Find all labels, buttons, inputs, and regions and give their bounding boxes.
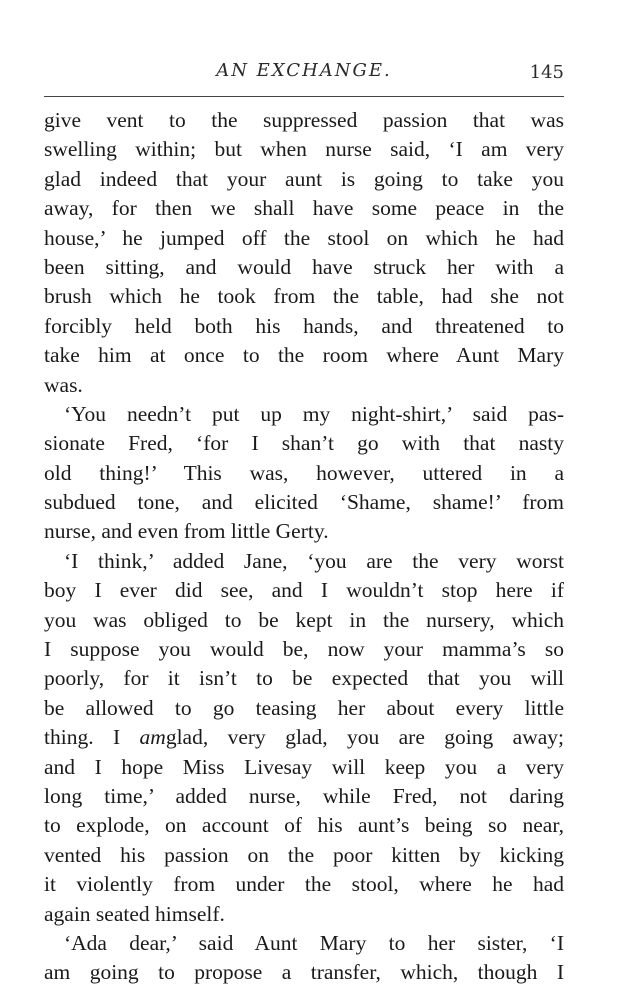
running-title: AN EXCHANGE. xyxy=(216,60,392,81)
text-line: boy I ever did see, and I wouldn’t stop here if xyxy=(44,578,564,603)
text-line: to explode, on account of his aunt’s being so near, xyxy=(44,813,564,838)
text-line: brush which he took from the table, had she not xyxy=(44,284,564,309)
text-line: sionate Fred, ‘for I shan’t go with that nasty xyxy=(44,431,564,456)
text-line: subdued tone, and elicited ‘Shame, shame!’ from xyxy=(44,490,564,515)
text-line: vented his passion on the poor kitten by kicking xyxy=(44,842,564,867)
text-line: poorly, for it isn’t to be expected that you will xyxy=(44,666,564,691)
body-text xyxy=(44,106,564,988)
text-line: again seated himself. xyxy=(44,901,225,926)
text-line: ‘You needn’t put up my night-shirt,’ said pas- xyxy=(64,401,564,426)
text-line: be allowed to go teasing her about every little xyxy=(44,695,564,720)
text-line-with-emphasis xyxy=(44,723,564,752)
text-line: ‘Ada dear,’ said Aunt Mary to her sister, ‘I xyxy=(64,930,564,955)
text-line: away, for then we shall have some peace in the xyxy=(44,196,564,221)
text-line: been sitting, and would have struck her with a xyxy=(44,254,564,279)
text-line: was. xyxy=(44,372,83,397)
text-line: nurse, and even from little Gerty. xyxy=(44,519,329,544)
text-line: I suppose you would be, now your mamma’s so xyxy=(44,637,564,662)
text-line: old thing!’ This was, however, uttered in a xyxy=(44,460,564,485)
paragraph-2 xyxy=(44,400,564,547)
page-number: 145 xyxy=(529,62,564,83)
text-line: long time,’ added nurse, while Fred, not daring xyxy=(44,783,564,808)
text-fragment: thing. I xyxy=(44,725,140,750)
header-rule xyxy=(44,96,564,97)
text-line: you was obliged to be kept in the nursery, which xyxy=(44,607,564,632)
text-line: ‘I think,’ added Jane, ‘you are the very worst xyxy=(64,548,564,573)
paragraph-4 xyxy=(44,929,564,988)
text-line: give vent to the suppressed passion that was xyxy=(44,108,564,132)
running-head xyxy=(44,60,564,90)
paragraph-1 xyxy=(44,106,564,400)
emphasis-word: am xyxy=(139,725,166,750)
text-line: swelling within; but when nurse said, ‘I am very xyxy=(44,137,564,162)
text-line: it violently from under the stool, where he had xyxy=(44,872,564,897)
text-fragment: glad, very glad, you are going away; xyxy=(165,725,564,750)
text-line: forcibly held both his hands, and threatened to xyxy=(44,313,564,338)
text-line: glad indeed that your aunt is going to take you xyxy=(44,166,564,191)
paragraph-3 xyxy=(44,547,564,929)
text-line: take him at once to the room where Aunt Mary xyxy=(44,343,564,368)
text-line: and I hope Miss Livesay will keep you a very xyxy=(44,754,564,779)
text-line: am going to propose a transfer, which, though I xyxy=(44,960,564,985)
text-line: house,’ he jumped off the stool on which he had xyxy=(44,225,564,250)
